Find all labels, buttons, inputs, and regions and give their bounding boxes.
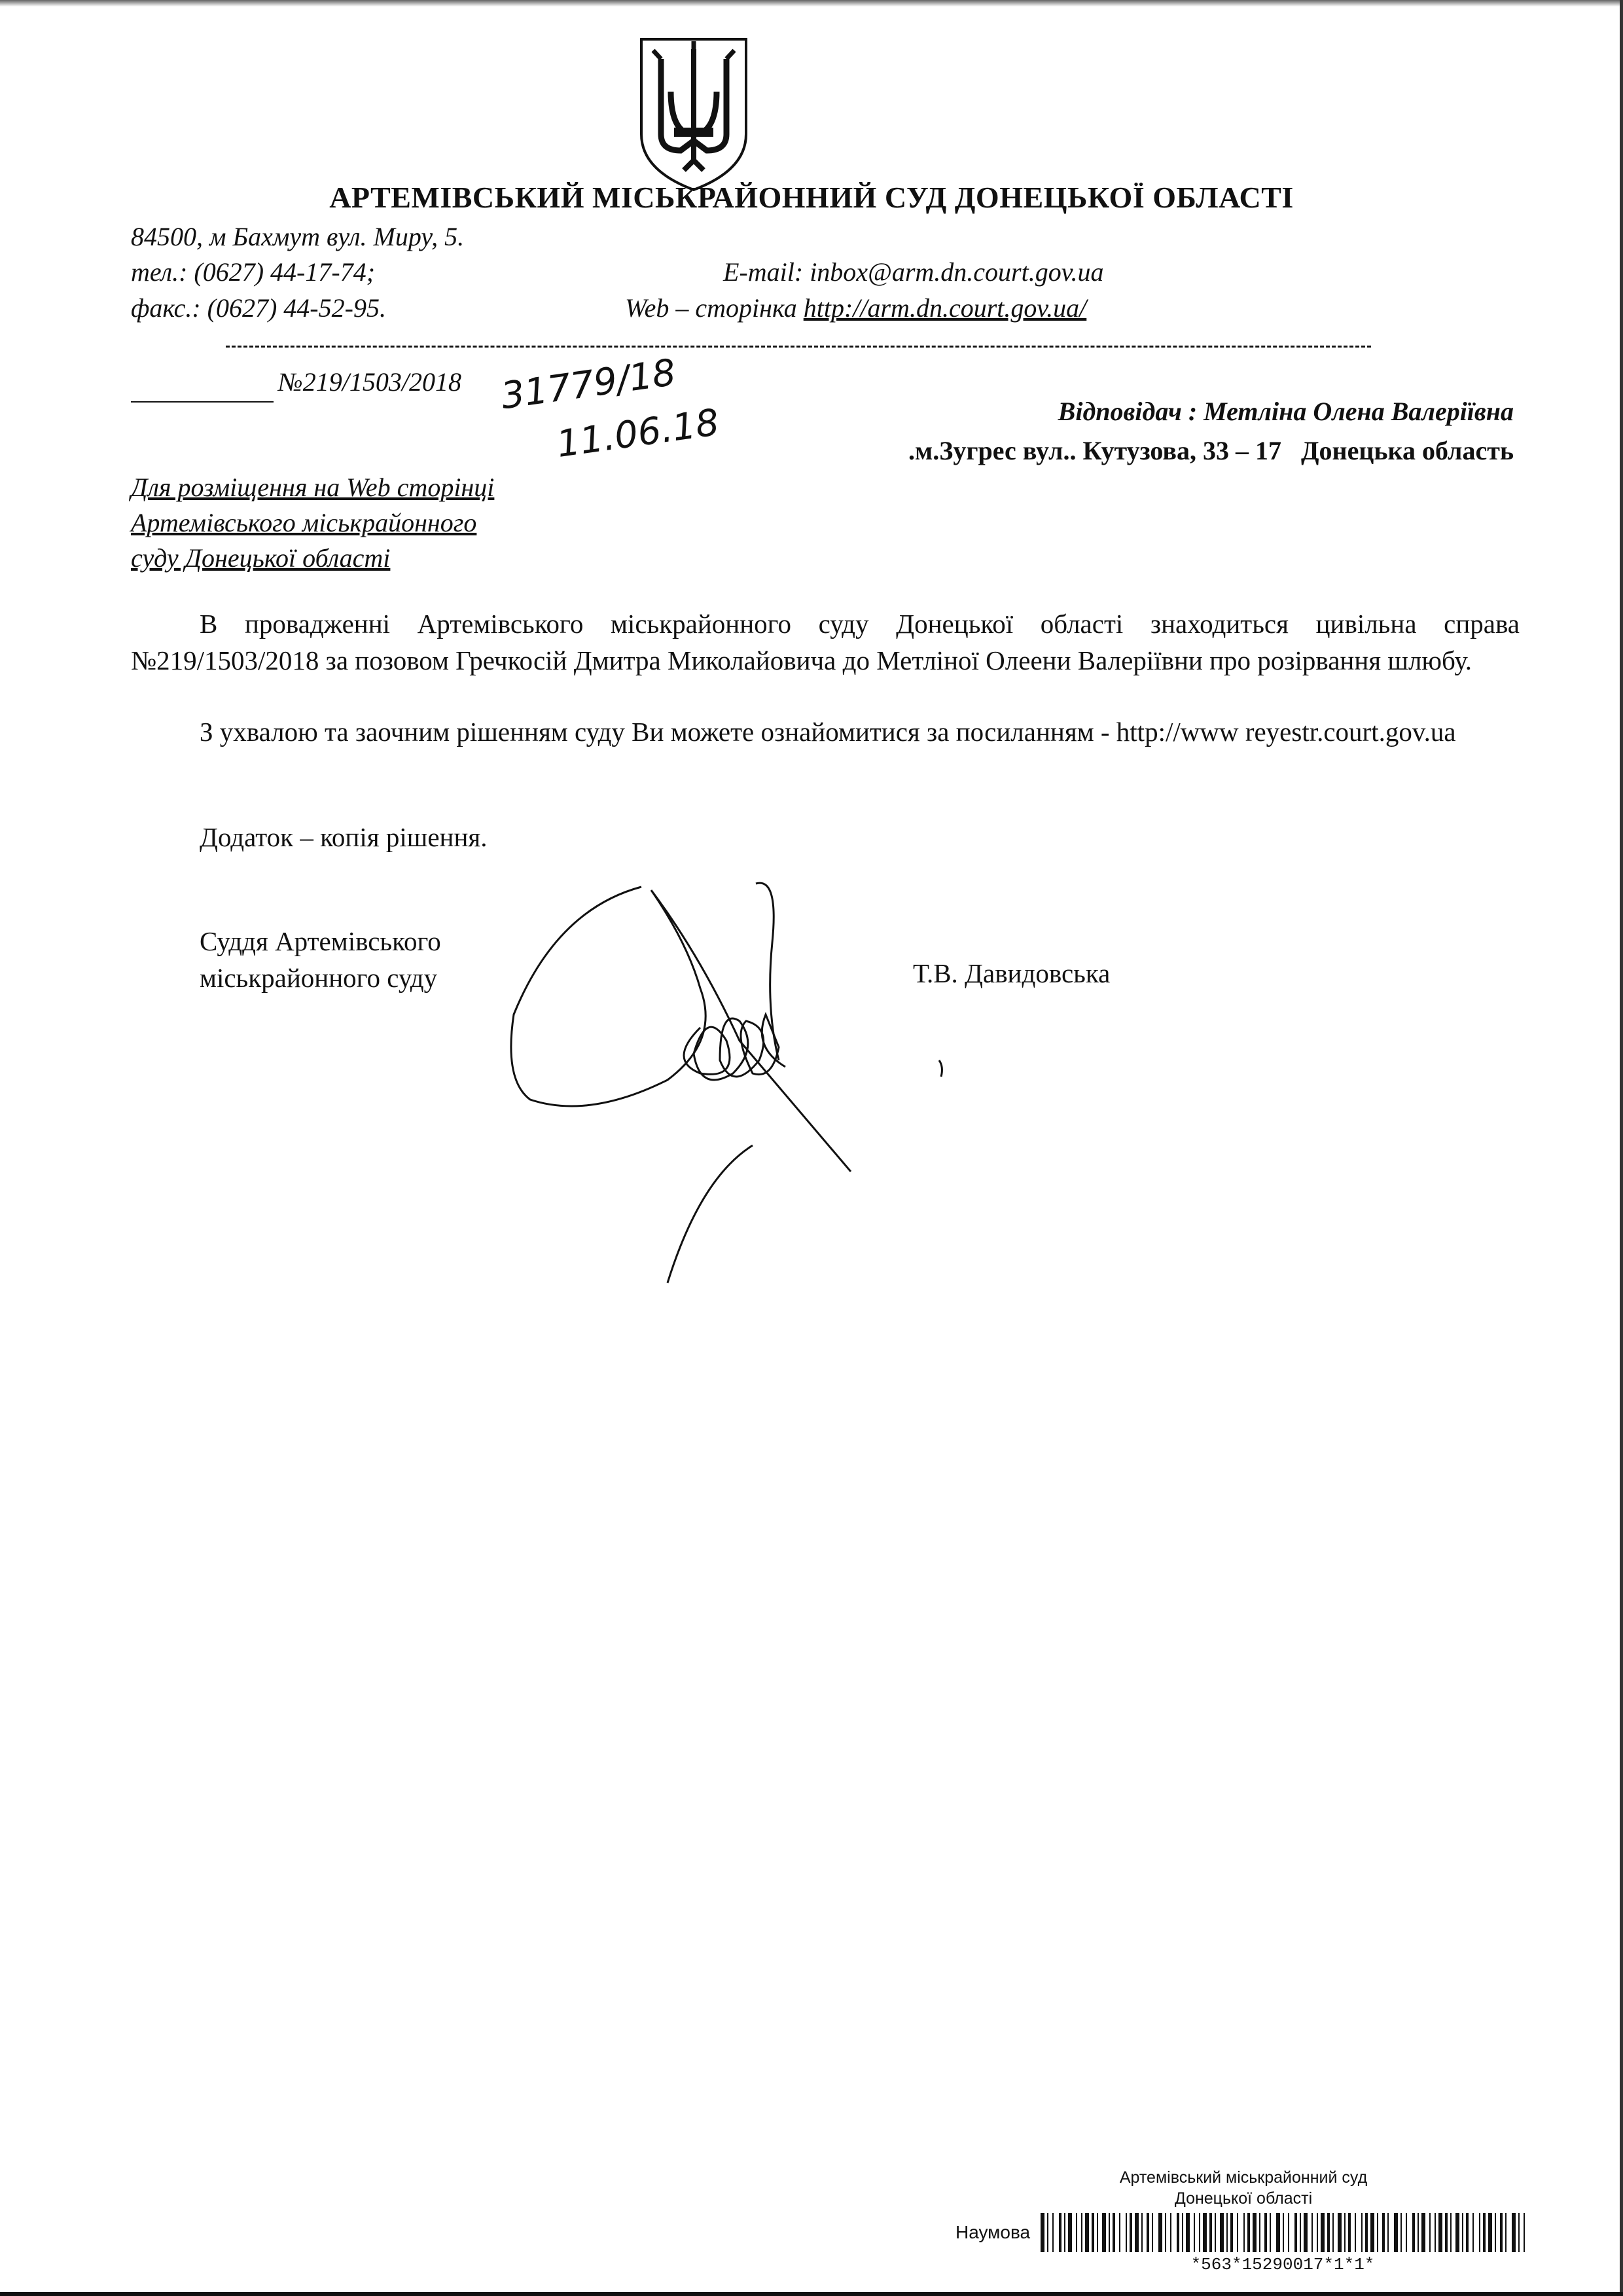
barcode-bar	[1230, 2213, 1233, 2252]
recipient-address: .м.Зугрес вул.. Кутузова, 33 – 17 Донецька область	[908, 436, 1514, 465]
barcode-bar	[1500, 2213, 1503, 2252]
court-name: АРТЕМІВСЬКИЙ МІСЬКРАЙОННИЙ СУД ДОНЕЦЬКОЇ ОБЛАСТІ	[329, 181, 1294, 214]
barcode-bar	[1119, 2213, 1120, 2252]
handwritten-date: 11.06.18	[554, 401, 722, 467]
barcode-bar	[1400, 2213, 1402, 2252]
barcode-bar	[1081, 2213, 1082, 2252]
barcode-bar	[1052, 2213, 1054, 2252]
barcode-bar	[1264, 2213, 1267, 2252]
barcode-bar	[1317, 2213, 1318, 2252]
website-label: Web – сторінка	[625, 293, 804, 323]
barcode-bar	[1076, 2213, 1077, 2252]
barcode-bar	[1429, 2213, 1431, 2252]
footer-organization: Артемівський міськрайонний суд	[1119, 2168, 1368, 2187]
barcode-bar	[1226, 2213, 1228, 2252]
handwritten-registration-number: 31779/18	[498, 351, 679, 418]
outgoing-number-line	[131, 401, 274, 403]
barcode-bar	[1186, 2213, 1190, 2252]
barcode-bar	[1361, 2213, 1363, 2252]
barcode-bar	[1445, 2213, 1448, 2252]
judge-name: Т.В. Давидовська	[913, 958, 1111, 988]
judge-title-line: Суддя Артемівського	[200, 926, 441, 956]
barcode-bar	[1370, 2213, 1374, 2252]
judge-title-line: міськрайонного суду	[200, 963, 438, 993]
barcode-bar	[1450, 2213, 1452, 2252]
barcode-bar	[1311, 2213, 1313, 2252]
barcode-bar	[1177, 2213, 1179, 2252]
barcode-bar	[1220, 2213, 1224, 2252]
barcode-bar	[1215, 2213, 1216, 2252]
barcode-bar	[1141, 2213, 1143, 2252]
court-website	[625, 293, 1086, 323]
barcode-bar	[1288, 2213, 1289, 2252]
barcode-bar	[1237, 2213, 1238, 2252]
barcode-bar	[1382, 2213, 1385, 2252]
barcode-bar	[1472, 2213, 1474, 2252]
barcode-bar	[1102, 2213, 1106, 2252]
barcode-number: *563*15290017*1*1*	[1190, 2255, 1375, 2274]
barcode-bar	[1203, 2213, 1207, 2252]
scan-edge	[0, 2292, 1623, 2296]
court-fax: факс.: (0627) 44-52-95.	[131, 293, 386, 323]
barcode-bar	[1418, 2213, 1419, 2252]
barcode-bar	[1199, 2213, 1200, 2252]
web-note-line: Для розміщення на Web сторінці	[131, 473, 495, 502]
barcode-bar	[1344, 2213, 1346, 2252]
registry-footer	[955, 2168, 1525, 2286]
barcode-bar	[1243, 2213, 1245, 2252]
barcode-bar	[1377, 2213, 1378, 2252]
website-link[interactable]: http://arm.dn.court.gov.ua/	[803, 293, 1087, 323]
barcode-bar	[1304, 2213, 1308, 2252]
web-note-line: суду Донецької області	[131, 543, 391, 573]
judge-title	[200, 923, 441, 996]
barcode-bar	[1505, 2213, 1507, 2252]
barcode-bar	[1455, 2213, 1459, 2252]
barcode-bar	[1247, 2213, 1250, 2252]
court-email: E-mail: inbox@arm.dn.court.gov.ua	[723, 257, 1104, 287]
barcode-bar	[1294, 2213, 1297, 2252]
web-publication-note	[131, 470, 494, 576]
barcode-bar	[1194, 2213, 1195, 2252]
court-phone: тел.: (0627) 44-17-74;	[131, 257, 376, 287]
barcode-bar	[1283, 2213, 1284, 2252]
barcode-bar	[1518, 2213, 1520, 2252]
barcode-bar	[1097, 2213, 1098, 2252]
barcode-bar	[1165, 2213, 1166, 2252]
handwritten-signature	[504, 864, 949, 1309]
barcode-bar	[1047, 2213, 1048, 2252]
barcode-bar	[1276, 2213, 1280, 2252]
barcode-bar	[1092, 2213, 1094, 2252]
barcode-bar	[1394, 2213, 1398, 2252]
scan-edge	[0, 0, 1623, 7]
barcode-bar	[1387, 2213, 1389, 2252]
barcode-bar	[1152, 2213, 1153, 2252]
barcode-bar	[1483, 2213, 1486, 2252]
recipient-name: Відповідач : Метліна Олена Валеріївна	[1058, 397, 1514, 426]
barcode-bar	[1348, 2213, 1351, 2252]
barcode-bar	[1270, 2213, 1271, 2252]
barcode-bar	[1170, 2213, 1171, 2252]
barcode-bar	[1113, 2213, 1115, 2252]
barcode-bar	[1479, 2213, 1480, 2252]
barcode-bar	[1462, 2213, 1463, 2252]
barcode-bar	[1085, 2213, 1089, 2252]
barcode-bar	[1466, 2213, 1469, 2252]
barcode-bar	[1147, 2213, 1149, 2252]
footer-organization-region: Донецької області	[1174, 2189, 1313, 2208]
court-address: 84500, м Бахмут вул. Миру, 5.	[131, 222, 465, 251]
barcode-bar	[1130, 2213, 1132, 2252]
trident-coat-of-arms-icon	[635, 29, 753, 193]
barcode-bar	[1041, 2213, 1044, 2252]
barcode-bar	[1064, 2213, 1065, 2252]
barcode-bar	[1488, 2213, 1492, 2252]
barcode-bar	[1068, 2213, 1072, 2252]
barcode-bar	[1406, 2213, 1407, 2252]
barcode-bar	[1059, 2213, 1061, 2252]
barcode-bar	[1338, 2213, 1342, 2252]
barcode-bar	[1253, 2213, 1257, 2252]
footer-clerk-name: Наумова	[955, 2222, 1031, 2242]
attachment-note: Додаток – копія рішення.	[200, 822, 488, 852]
barcode-bar	[1495, 2213, 1496, 2252]
barcode-bar	[1524, 2213, 1525, 2252]
barcode-bar	[1332, 2213, 1334, 2252]
web-note-line: Артемівського міськрайонного	[131, 508, 477, 537]
barcode-bar	[1109, 2213, 1110, 2252]
barcode-bar	[1512, 2213, 1516, 2252]
barcode-bar	[1135, 2213, 1139, 2252]
header-divider	[226, 346, 1371, 348]
body-paragraph-link: З ухвалою та заочним рішенням суду Ви можете ознайомитися за посиланням - http://www reyestr.court.gov.ua	[200, 717, 1456, 747]
barcode-bar	[1209, 2213, 1212, 2252]
barcode-bar	[1321, 2213, 1325, 2252]
barcode-bar	[1355, 2213, 1356, 2252]
registry-barcode	[1041, 2213, 1525, 2252]
scan-edge	[1620, 0, 1623, 2296]
barcode-bar	[1365, 2213, 1368, 2252]
barcode-bar	[1182, 2213, 1183, 2252]
barcode-bar	[1259, 2213, 1260, 2252]
barcode-bar	[1438, 2213, 1442, 2252]
barcode-bar	[1435, 2213, 1436, 2252]
body-paragraph-case: В провадженні Артемівського міськрайонного суду Донецької області знаходиться цивільна справа №219/1503/2018 за позовом Гречкосій Дмитра Миколайовича до Метліної Олеени Валеріївни про розірвання шлюбу.	[131, 609, 1520, 675]
barcode-bar	[1327, 2213, 1330, 2252]
barcode-bar	[1158, 2213, 1162, 2252]
barcode-bar	[1300, 2213, 1301, 2252]
barcode-bar	[1126, 2213, 1127, 2252]
barcode-bar	[1412, 2213, 1415, 2252]
case-number: №219/1503/2018	[278, 367, 461, 397]
barcode-bar	[1421, 2213, 1425, 2252]
